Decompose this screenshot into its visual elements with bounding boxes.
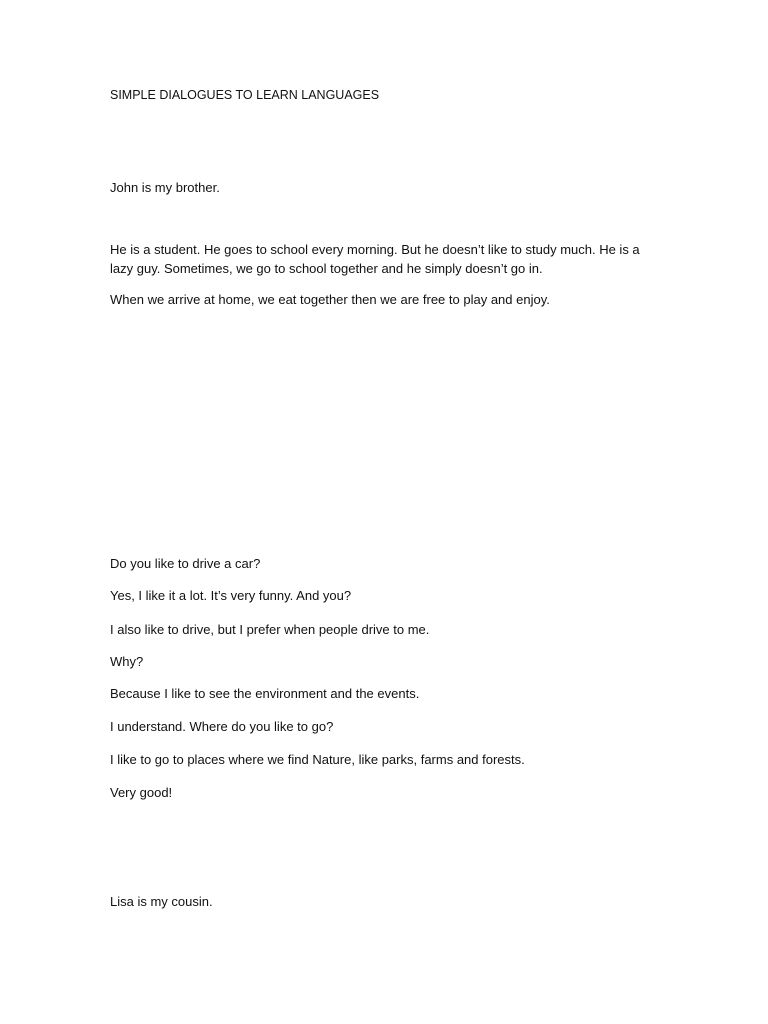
dialogue-line: Do you like to drive a car? <box>110 556 261 571</box>
dialogue-line: I like to go to places where we find Nature, like parks, farms and forests. <box>110 752 525 767</box>
dialogue-line: I also like to drive, but I prefer when people drive to me. <box>110 622 430 637</box>
paragraph-home: When we arrive at home, we eat together then we are free to play and enjoy. <box>110 292 550 307</box>
dialogue-line: Very good! <box>110 785 173 800</box>
paragraph-cousin: Lisa is my cousin. <box>110 894 213 909</box>
dialogue-line: Yes, I like it a lot. It’s very funny. And you? <box>110 588 352 603</box>
dialogue-line: Why? <box>110 654 144 669</box>
paragraph-student: He is a student. He goes to school every morning. But he doesn’t like to study much. He is a lazy guy. Sometimes, we go to school together and he simply doesn’t go in. <box>110 242 640 276</box>
paragraph-brother: John is my brother. <box>110 180 220 195</box>
dialogue-line: Because I like to see the environment and the events. <box>110 686 420 701</box>
dialogue-line: I understand. Where do you like to go? <box>110 719 334 734</box>
document-title: SIMPLE DIALOGUES TO LEARN LANGUAGES <box>110 88 380 102</box>
